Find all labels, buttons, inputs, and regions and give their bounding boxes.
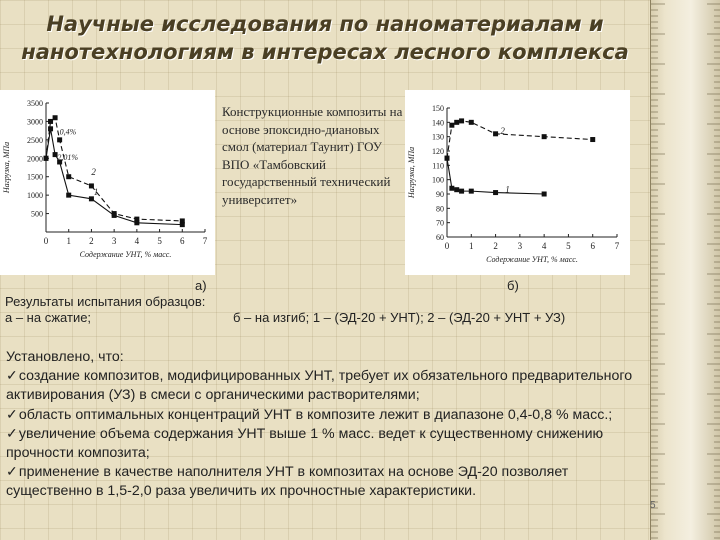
data-point xyxy=(112,213,117,218)
slide-title: Научные исследования по наноматериалам и нанотехнологиям в интересах лесного комплекса xyxy=(21,12,629,64)
data-point xyxy=(48,126,53,131)
data-point xyxy=(459,118,464,123)
results-title: Результаты испытания образцов: xyxy=(5,294,206,309)
finding-item: ✓ создание композитов, модифицированных УНТ, требует их обязательного предварительного активирования (УЗ) в смеси с органическими растворителями; xyxy=(6,367,646,405)
data-point xyxy=(445,156,450,161)
data-point xyxy=(459,189,464,194)
x-tick-label: 6 xyxy=(590,241,595,251)
data-point xyxy=(134,220,139,225)
y-tick-label: 80 xyxy=(436,204,444,214)
caption-a: а) xyxy=(195,278,207,293)
y-tick-label: 500 xyxy=(31,209,43,219)
y-tick-label: 1000 xyxy=(27,191,43,201)
chart-annotation: 2,01% xyxy=(57,153,79,163)
y-tick-label: 120 xyxy=(432,147,444,156)
y-tick-label: 130 xyxy=(432,132,444,142)
y-tick-label: 1500 xyxy=(27,172,43,182)
chart-bending xyxy=(405,90,630,275)
chart-bending-svg xyxy=(405,90,630,275)
data-point xyxy=(469,189,474,194)
data-point xyxy=(53,115,58,120)
results-legend-a: а – на сжатие; xyxy=(5,310,92,325)
data-point xyxy=(542,192,547,197)
x-tick-label: 7 xyxy=(614,241,620,251)
y-tick-label: 150 xyxy=(432,104,444,113)
data-point xyxy=(542,134,547,139)
x-tick-label: 1 xyxy=(469,241,474,251)
data-point xyxy=(449,123,454,128)
x-tick-label: 2 xyxy=(493,241,498,251)
series-label-2: 2 xyxy=(91,166,96,177)
x-tick-label: 0 xyxy=(444,241,450,251)
finding-item: ✓ применение в качестве наполнителя УНТ в композитах на основе ЭД-20 позволяет существенно в 1,5-2,0 раза увеличить их прочностные характеристики. xyxy=(6,463,646,501)
data-point xyxy=(454,120,459,125)
findings-block xyxy=(6,348,646,502)
x-tick-label: 3 xyxy=(111,236,117,246)
data-point xyxy=(48,119,53,124)
y-tick-label: 3500 xyxy=(27,99,43,108)
x-tick-label: 0 xyxy=(43,236,49,246)
y-tick-label: 140 xyxy=(432,118,444,128)
x-tick-label: 5 xyxy=(566,241,571,251)
y-tick-label: 100 xyxy=(432,175,444,185)
data-point xyxy=(180,222,185,227)
page-number: 5 xyxy=(650,500,656,511)
series-label-1: 1 xyxy=(505,184,510,195)
x-tick-label: 4 xyxy=(134,236,140,246)
x-tick-label: 6 xyxy=(180,236,185,246)
findings-intro: Установлено, что: xyxy=(6,349,124,365)
y-tick-label: 2500 xyxy=(27,135,43,145)
y-axis-label: Нагрузка, МПа xyxy=(407,146,416,199)
x-axis-label: Содержание УНТ, % масс. xyxy=(79,250,172,259)
x-axis-label: Содержание УНТ, % масс. xyxy=(486,255,578,264)
y-tick-label: 90 xyxy=(436,190,444,199)
x-tick-label: 5 xyxy=(157,236,162,246)
ruler-decoration xyxy=(650,0,720,540)
chart-compression xyxy=(0,90,215,275)
finding-item: ✓ область оптимальных концентраций УНТ в композите лежит в диапазоне 0,4-0,8 % масс.; xyxy=(6,406,646,425)
data-point xyxy=(454,187,459,192)
series-line-2 xyxy=(447,121,593,158)
x-tick-label: 7 xyxy=(202,236,208,246)
ruler-ticks xyxy=(651,0,720,540)
x-tick-label: 4 xyxy=(541,241,547,251)
data-point xyxy=(449,186,454,191)
data-point xyxy=(469,120,474,125)
data-point xyxy=(44,156,49,161)
x-tick-label: 3 xyxy=(517,241,523,251)
data-point xyxy=(493,131,498,136)
chart-annotation: 0,4% xyxy=(59,127,77,137)
series-label-1: 1 xyxy=(93,187,99,198)
y-tick-label: 3000 xyxy=(27,117,43,127)
data-point xyxy=(57,137,62,142)
data-point xyxy=(66,193,71,198)
y-tick-label: 70 xyxy=(436,218,444,228)
x-tick-label: 2 xyxy=(89,236,94,246)
series-label-2: 2 xyxy=(500,125,505,136)
y-tick-label: 2000 xyxy=(27,154,43,164)
y-tick-label: 60 xyxy=(436,233,444,242)
caption-b: б) xyxy=(507,278,519,293)
composite-description: Конструкционные композиты на основе эпоксидно-диановых смол (материал Таунит) ГОУ ВПО «Тамбовский государственный технический университет» xyxy=(222,104,403,207)
data-point xyxy=(66,174,71,179)
y-tick-label: 110 xyxy=(432,161,444,171)
y-axis-label: Нагрузка, МПа xyxy=(2,141,11,194)
data-point xyxy=(493,190,498,195)
results-legend-b: б – на изгиб; 1 – (ЭД-20 + УНТ); 2 – (ЭД-20 + УНТ + УЗ) xyxy=(233,310,566,325)
x-tick-label: 1 xyxy=(66,236,71,246)
chart-compression-svg xyxy=(0,90,215,275)
series-line-1 xyxy=(447,158,544,194)
finding-item: ✓ увеличение объема содержания УНТ выше 1 % масс. ведет к существенному снижению прочности композита; xyxy=(6,425,646,463)
data-point xyxy=(590,137,595,142)
